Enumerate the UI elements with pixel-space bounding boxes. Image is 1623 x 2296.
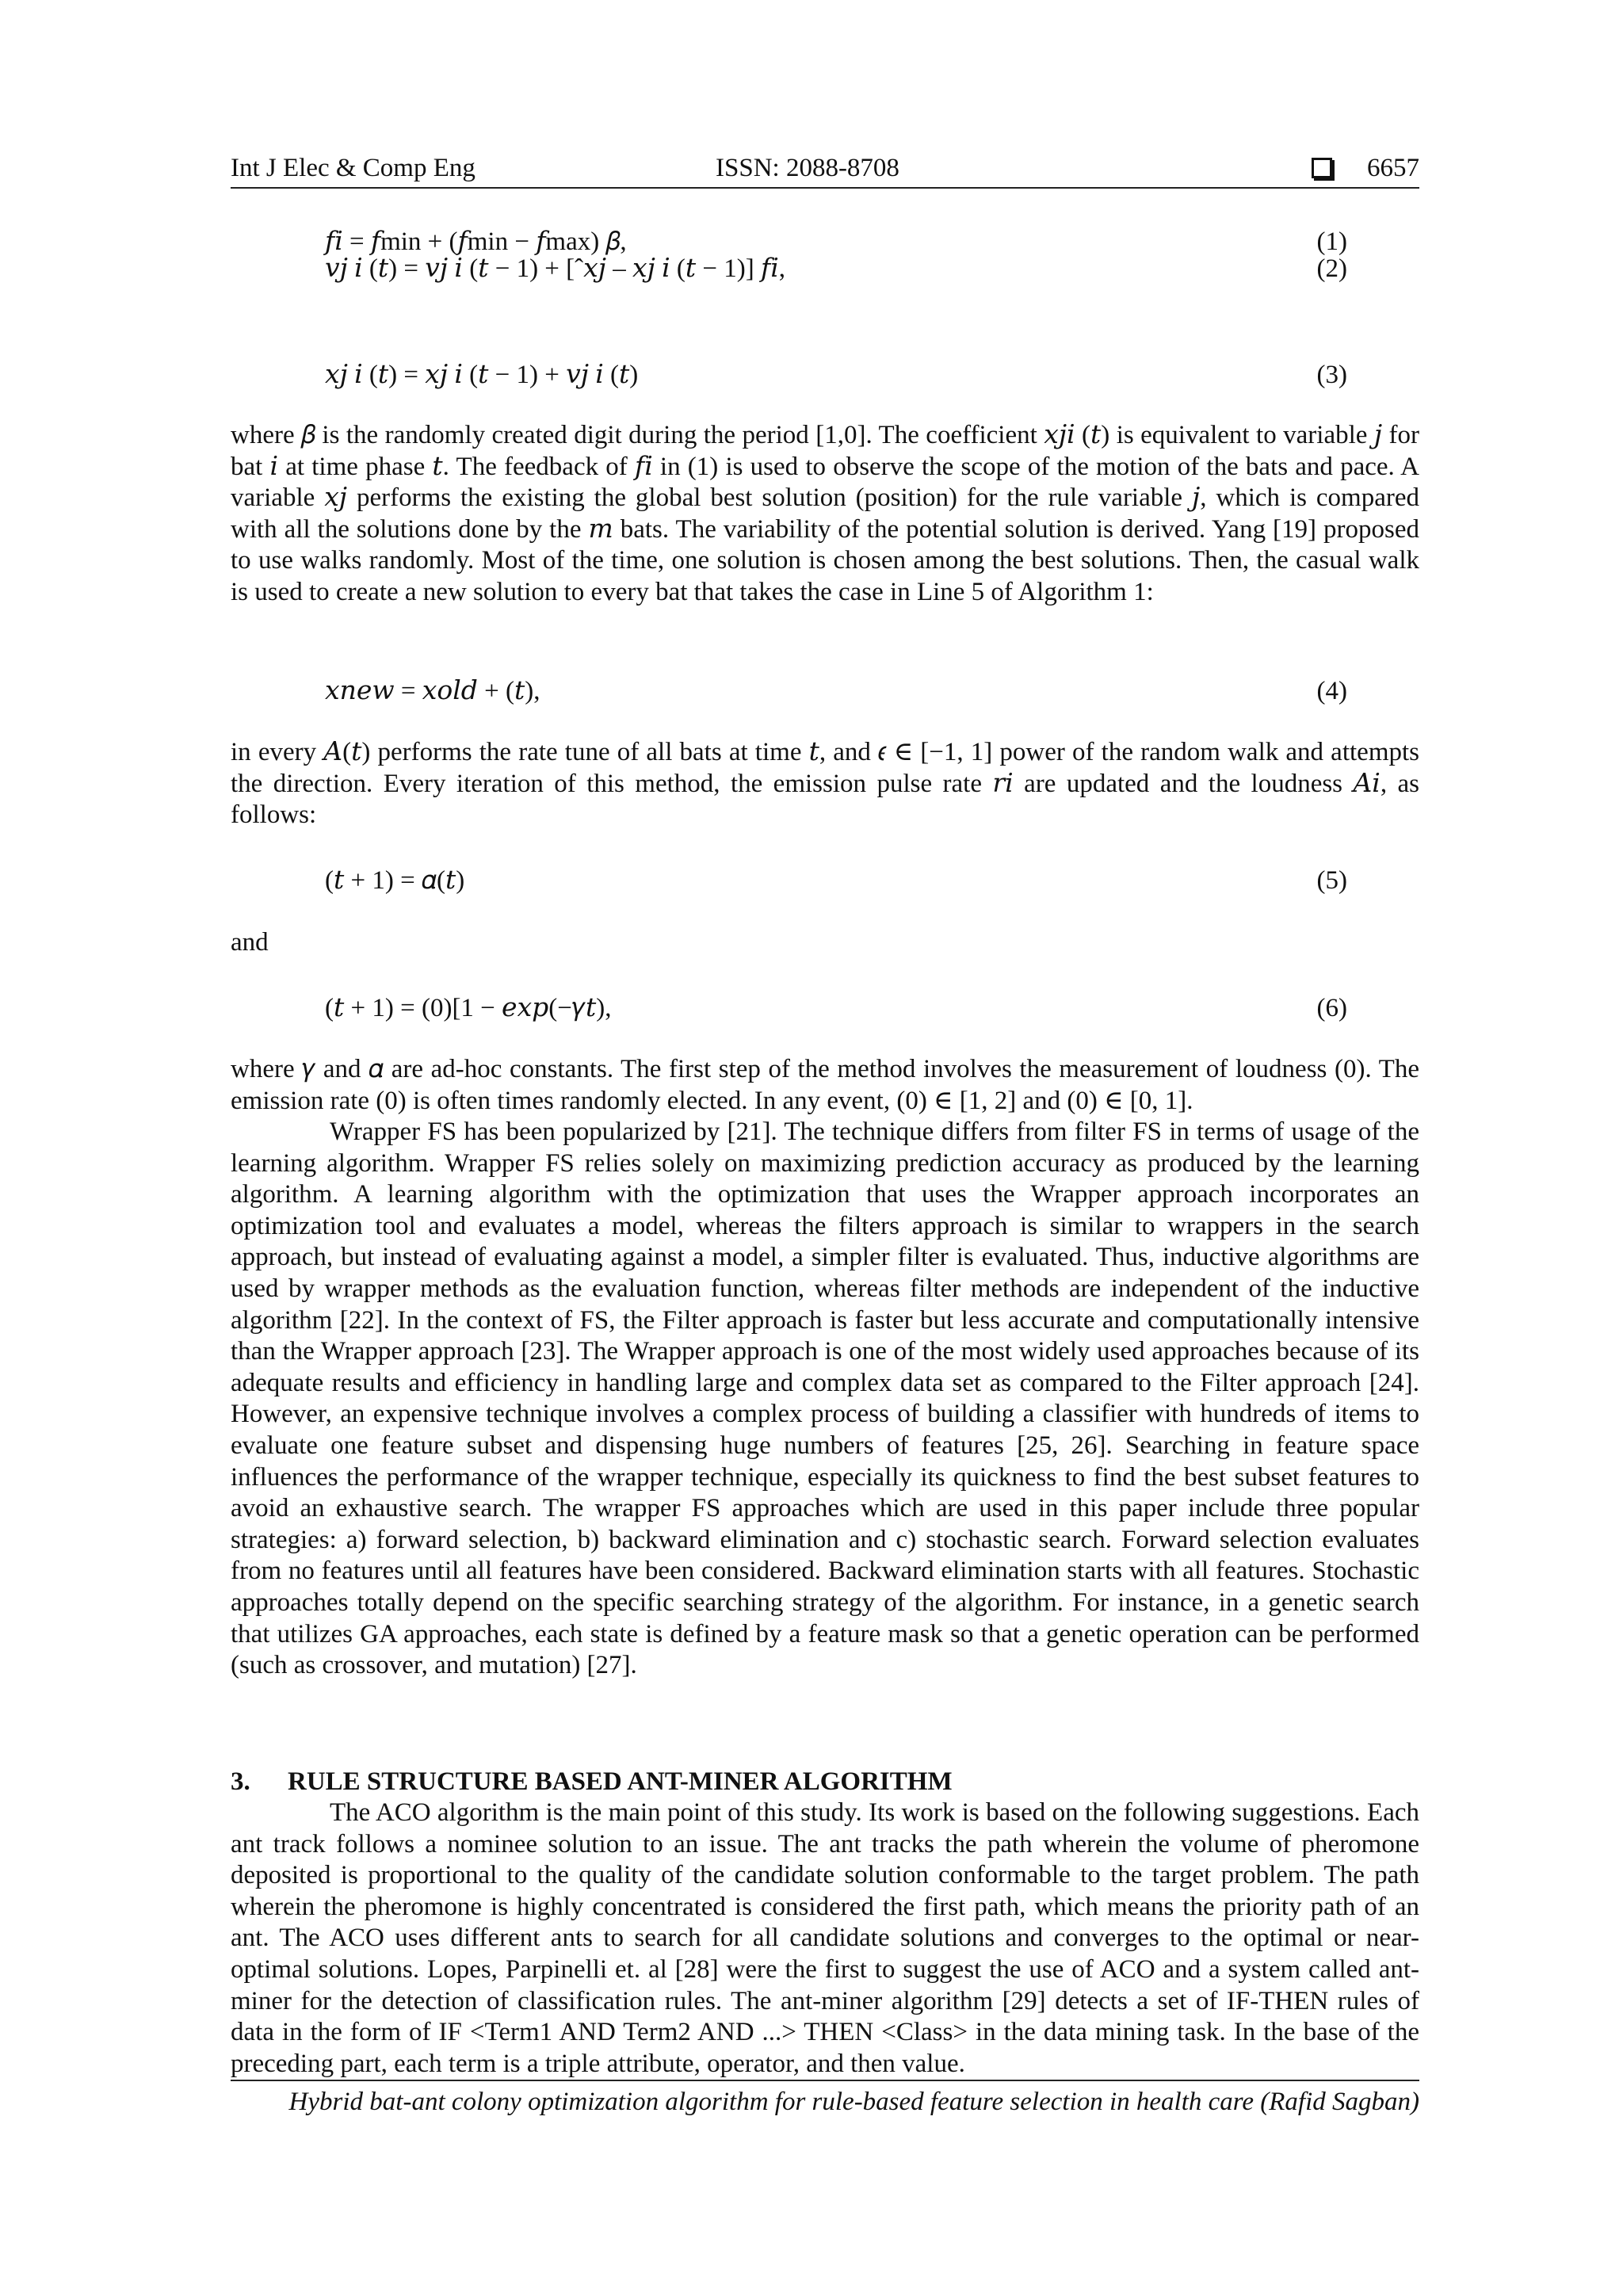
equation-4 bbox=[325, 673, 1347, 709]
connector-and: and bbox=[231, 928, 269, 957]
running-footer: Hybrid bat-ant colony optimization algorithm for rule-based feature selection in health care (Rafid Sagban) bbox=[288, 2088, 1419, 2116]
paragraph-constants: where 𝛾 and 𝛼 are ad-hoc constants. The first step of the method involves the measurement of loudness (0). The emission rate (0) is often times randomly elected. In any event, (0) ∈ [1, 2] and (0) ∈ [0, 1]. bbox=[231, 1055, 1419, 1115]
equation-5 bbox=[325, 862, 1347, 899]
header-rule bbox=[231, 187, 1419, 189]
equation-2 bbox=[325, 250, 1347, 287]
square-bullet-icon bbox=[1312, 158, 1332, 178]
equation-expression: (𝑡 + 1) = (0)[1 − 𝑒𝑥𝑝(−𝛾𝑡), bbox=[325, 994, 612, 1022]
issn: ISSN: 2088-8708 bbox=[716, 154, 899, 182]
equation-6 bbox=[325, 990, 1347, 1026]
equation-expression: 𝑓𝑖 = 𝑓min + (𝑓min − 𝑓max) 𝛽, bbox=[325, 227, 627, 256]
section-heading bbox=[231, 1766, 1419, 1797]
section-number: 3. bbox=[231, 1767, 250, 1796]
equation-number: (5) bbox=[1316, 866, 1347, 895]
page-number: 6657 bbox=[1367, 154, 1419, 182]
equation-3 bbox=[325, 357, 1347, 393]
equation-expression: (𝑡 + 1) = 𝛼(𝑡) bbox=[325, 866, 465, 895]
equation-number: (4) bbox=[1316, 677, 1347, 705]
paragraph-rate-tune: in every 𝐴(𝑡) performs the rate tune of all bats at time 𝑡, and 𝜖 ∈ [−1, 1] power of the random walk and attempts the direction. Every iteration of this method, the emission pulse rate 𝑟𝑖 are updated and the loudness 𝐴𝑖, as follows: bbox=[231, 738, 1419, 830]
footer-rule bbox=[231, 2080, 1419, 2081]
paragraph-aco: The ACO algorithm is the main point of this study. Its work is based on the following suggestions. Each ant track follows a nominee solution to an issue. The ant tracks the path wherein the volume of pheromone deposited is proportional to the quality of the candidate solution conformable to the target problem. The path wherein the pheromone is highly concentrated is considered the first path, which means the priority path of an ant. The ACO uses different ants to search for all candidate solutions and converges to the optimal or near-optimal solutions. Lopes, Parpinelli et. al [28] were the first to suggest the use of ACO and a system called ant-miner for the detection of classification rules. The ant-miner algorithm [29] detects a set of IF-THEN rules of data in the form of IF <Term1 AND Term2 AND ...> THEN <Class> in the data mining task. In the base of the preceding part, each term is a triple attribute, operator, and then value. bbox=[231, 1798, 1419, 2078]
equation-number: (6) bbox=[1316, 994, 1347, 1022]
equation-expression: 𝑥𝑗 𝑖 (𝑡) = 𝑥𝑗 𝑖 (𝑡 − 1) + 𝑣𝑗 𝑖 (𝑡) bbox=[325, 361, 639, 389]
equation-number: (2) bbox=[1316, 254, 1347, 283]
equation-expression: 𝑥𝑛𝑒𝑤 = 𝑥𝑜𝑙𝑑 + (𝑡), bbox=[325, 677, 540, 705]
equation-number: (3) bbox=[1316, 361, 1347, 389]
journal-name: Int J Elec & Comp Eng bbox=[231, 154, 475, 182]
equation-number: (1) bbox=[1316, 227, 1347, 256]
running-header bbox=[231, 151, 1419, 185]
paragraph-wrapper-fs: Wrapper FS has been popularized by [21]. The technique differs from filter FS in terms of usage of the learning algorithm. Wrapper FS relies solely on maximizing prediction accuracy as produced by the learning algorithm. A learning algorithm with the optimization that uses the Wrapper approach incorporates an optimization tool and evaluates a model, whereas the filters approach is similar to wrappers in the search approach, but instead of evaluating against a model, a simpler filter is evaluated. Thus, inductive algorithms are used by wrapper methods as the evaluation function, whereas filter methods are independent of the inductive algorithm [22]. In the context of FS, the Filter approach is faster but less accurate and computationally intensive than the Wrapper approach [23]. The Wrapper approach is one of the most widely used approaches because of its adequate results and efficiency in handling large and complex data set as compared to the Filter approach [24]. However, an expensive technique involves a complex process of building a classifier with hundreds of items to evaluate one feature subset and dispensing huge numbers of features [25, 26]. Searching in feature space influences the performance of the wrapper technique, especially its quickness to find the best subset features to avoid an exhaustive search. The wrapper FS approaches which are used in this paper include three popular strategies: a) forward selection, b) backward elimination and c) stochastic search. Forward selection evaluates from no features until all features have been considered. Backward elimination starts with all features. Stochastic approaches totally depend on the specific searching strategy of the algorithm. For instance, in a genetic search that utilizes GA approaches, each state is defined by a feature mask so that a genetic operation can be performed (such as crossover, and mutation) [27]. bbox=[231, 1117, 1419, 1680]
section-title: RULE STRUCTURE BASED ANT-MINER ALGORITHM bbox=[288, 1767, 953, 1796]
equation-expression: 𝑣𝑗 𝑖 (𝑡) = 𝑣𝑗 𝑖 (𝑡 − 1) + [ˆ𝑥𝑗 – 𝑥𝑗 𝑖 (𝑡 − 1)] 𝑓𝑖, bbox=[325, 254, 785, 283]
paragraph-bat-variables: where 𝛽 is the randomly created digit during the period [1,0]. The coefficient 𝑥𝑗𝑖 (𝑡) is equivalent to variable 𝑗 for bat 𝑖 at time phase 𝑡. The feedback of 𝑓𝑖 in (1) is used to observe the scope of the motion of the bats and pace. A variable 𝑥𝑗 performs the existing the global best solution (position) for the rule variable 𝑗, which is compared with all the solutions done by the 𝑚 bats. The variability of the potential solution is derived. Yang [19] proposed to use walks randomly. Most of the time, one solution is chosen among the best solutions. Then, the casual walk is used to create a new solution to every bat that takes the case in Line 5 of Algorithm 1: bbox=[231, 421, 1419, 606]
